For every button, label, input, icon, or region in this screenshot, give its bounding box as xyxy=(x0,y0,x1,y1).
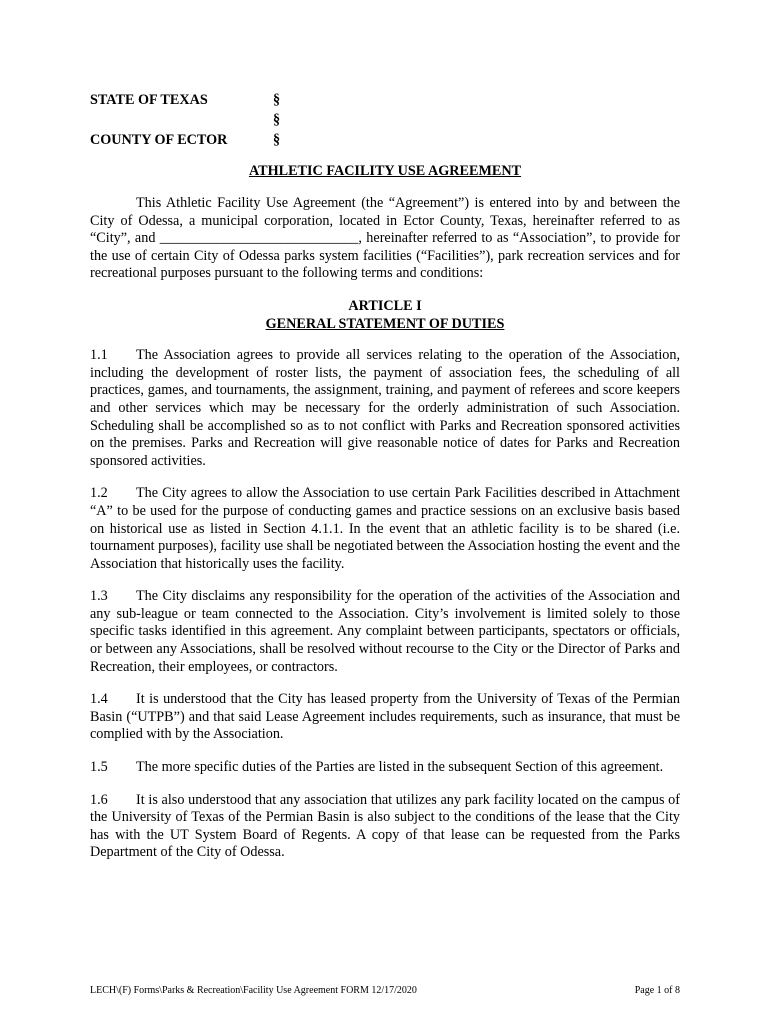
section-paragraph xyxy=(90,792,680,862)
document-body xyxy=(90,195,680,877)
section-number: 1.2 xyxy=(90,485,108,502)
section-paragraph xyxy=(90,347,680,470)
section-symbol: § xyxy=(273,112,281,128)
section-symbol: § xyxy=(273,132,281,148)
section-text: It is also understood that any association that utilizes any park facility located on the campus of the University of Texas of the Permian Basin is also subject to the conditions of the lease that the City has with the UT System Board of Regents. A copy of that lease can be requested from the Parks Department of the City of Odessa. xyxy=(90,791,680,861)
footer-page-number: Page 1 of 8 xyxy=(634,985,680,996)
section-symbol: § xyxy=(273,92,281,108)
section-paragraph xyxy=(90,588,680,676)
article-title: GENERAL STATEMENT OF DUTIES xyxy=(265,315,505,332)
section-number: 1.1 xyxy=(90,347,108,364)
section-text: It is understood that the City has leased property from the University of Texas of the Permian Basin (“UTPB”) and that said Lease Agreement includes requirements, such as insurance, that must be complied with by the Association. xyxy=(90,691,680,743)
article-heading xyxy=(90,298,680,333)
caption-county: COUNTY OF ECTOR xyxy=(90,132,228,148)
caption-row-blank xyxy=(90,112,690,132)
section-text: The City disclaims any responsibility for the operation of the activities of the Association and any sub-league or team connected to the Association. City’s involvement is limited solely to those specific tasks identified in this agreement. Any complaint between participants, spectators or officials, or between any Associations, shall be resolved without recourse to the City or the Director of Parks and Recreation, their employees, or contractors. xyxy=(90,588,680,675)
article-number: ARTICLE I xyxy=(348,297,422,314)
case-caption xyxy=(90,92,690,152)
section-paragraph xyxy=(90,485,680,573)
caption-row-county xyxy=(90,132,690,152)
document-title: ATHLETIC FACILITY USE AGREEMENT xyxy=(248,163,522,179)
footer-file-path: LECH\(F) Forms\Parks & Recreation\Facility Use Agreement FORM 12/17/2020 xyxy=(90,985,417,996)
section-paragraph xyxy=(90,691,680,744)
section-text: The Association agrees to provide all services relating to the operation of the Association, including the development of roster lists, the payment of association fees, the scheduling of all practices, games, and tournaments, the assignment, training, and payment of referees and score keepers and other services which may be necessary for the orderly administration of such Association. Scheduling shall be accomplished so as to not conflict with Parks and Recreation sponsored activities on the premises. Parks and Recreation will give reasonable notice of dates for Parks and Recreation sponsored activities. xyxy=(90,347,680,469)
section-number: 1.4 xyxy=(90,691,108,708)
section-paragraph xyxy=(90,759,680,777)
section-text: The City agrees to allow the Association to use certain Park Facilities described in Attachment “A” to be used for the purpose of conducting games and practice sessions on an exclusive basis based on historical use as listed in Section 4.1.1. In the event that an athletic facility is to be shared (i.e. tournament purposes), facility use shall be negotiated between the Association hosting the event and the Association that historically uses the facility. xyxy=(90,485,680,572)
caption-row-state xyxy=(90,92,690,112)
section-text: The more specific duties of the Parties are listed in the subsequent Section of this agreement. xyxy=(136,759,664,776)
section-number: 1.5 xyxy=(90,759,108,776)
section-number: 1.6 xyxy=(90,791,108,808)
caption-state: STATE OF TEXAS xyxy=(90,92,208,108)
intro-paragraph: This Athletic Facility Use Agreement (the “Agreement”) is entered into by and between the City of Odessa, a municipal corporation, located in Ector County, Texas, hereinafter referred to as “City”, and ____________________________, hereinafter referred to as “Association”, to provide for the use of certain City of Odessa parks system facilities (“Facilities”), park recreation services and for recreational purposes pursuant to the following terms and conditions: xyxy=(90,195,680,282)
section-number: 1.3 xyxy=(90,588,108,605)
